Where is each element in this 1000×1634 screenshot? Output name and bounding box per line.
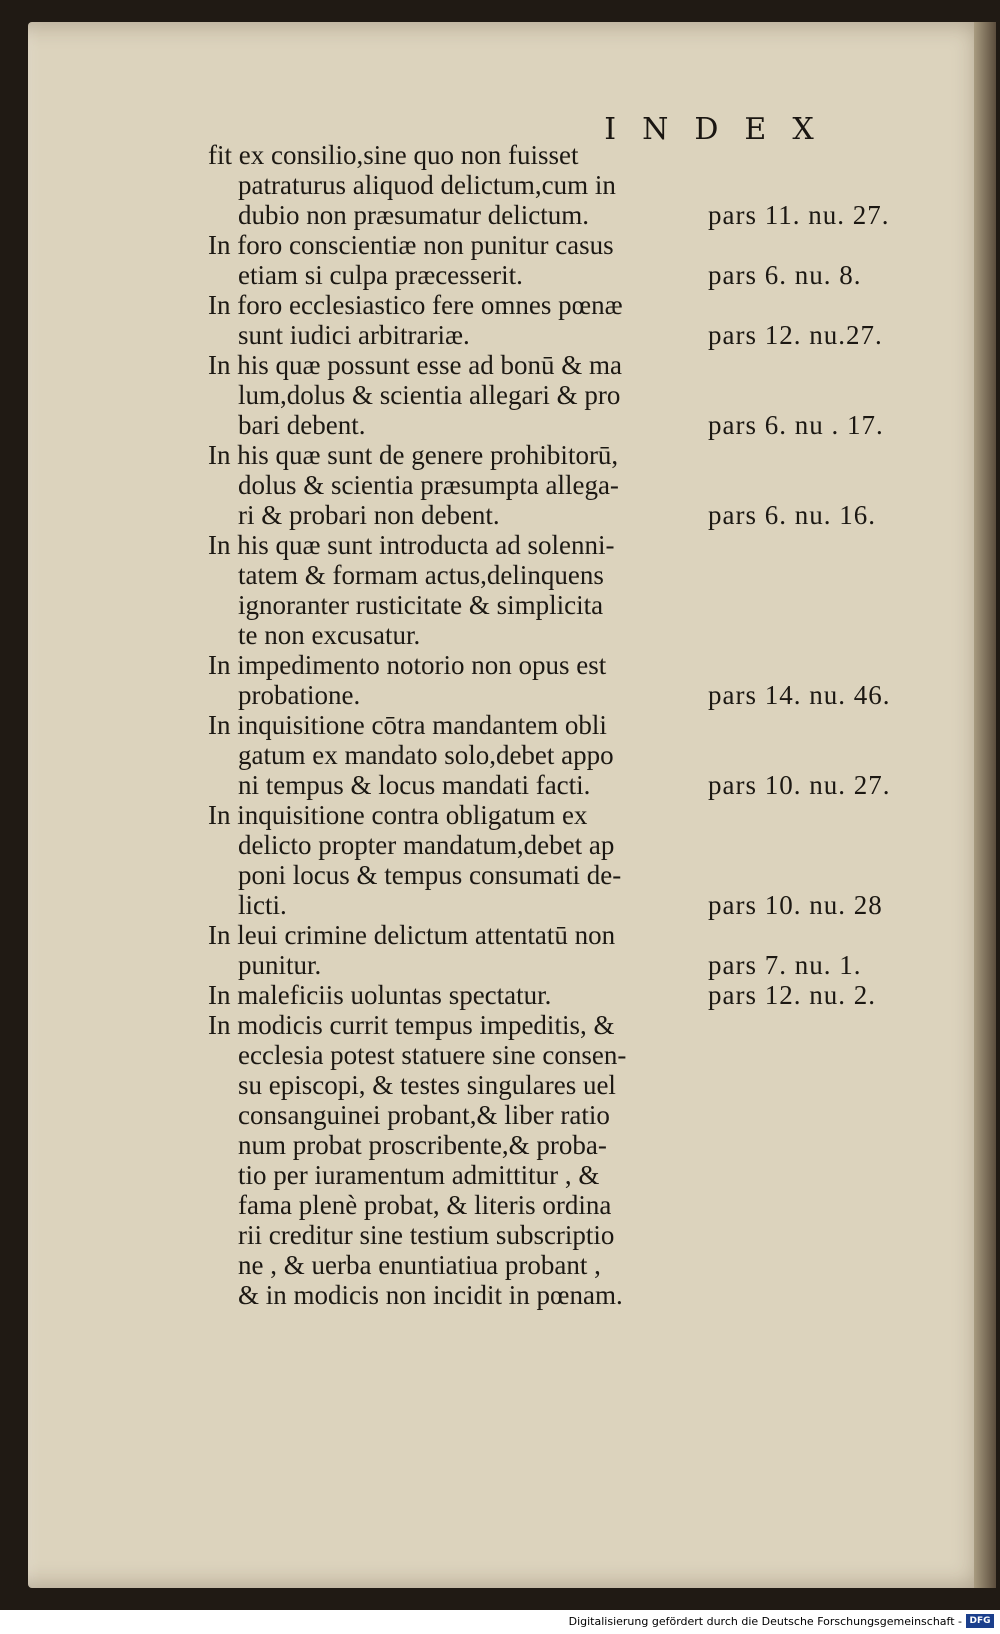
entry-text: In foro conscientiæ non punitur casus	[208, 230, 614, 260]
entry-line	[208, 320, 918, 350]
entry-reference: pars 14. nu. 46.	[708, 680, 891, 710]
entry-line	[208, 710, 918, 740]
entry-text: tatem & formam actus,delinquens	[238, 560, 604, 590]
entry-text: consanguinei probant,& liber ratio	[238, 1100, 610, 1130]
entry-line	[208, 1190, 918, 1220]
entry-line	[208, 200, 918, 230]
entry-text: delicto propter mandatum,debet ap	[238, 830, 615, 860]
entry-line	[208, 350, 918, 380]
index-entry	[208, 230, 918, 290]
entry-line	[208, 170, 918, 200]
entry-line	[208, 1100, 918, 1130]
entry-text: dolus & scientia præsumpta allega-	[238, 470, 619, 500]
entry-line	[208, 1040, 918, 1070]
entry-text: patraturus aliquod delictum,cum in	[238, 170, 616, 200]
entry-text: te non excusatur.	[238, 620, 421, 650]
entry-text: dubio non præsumatur delictum.	[238, 200, 589, 230]
entry-line	[208, 860, 918, 890]
entry-line	[208, 650, 918, 680]
footer-bar	[0, 1610, 1000, 1634]
entry-reference: pars 11. nu. 27.	[708, 200, 890, 230]
entry-text: ecclesia potest statuere sine consen-	[238, 1040, 627, 1070]
entry-line	[208, 1160, 918, 1190]
entry-text: In impedimento notorio non opus est	[208, 650, 607, 680]
entry-line	[208, 1280, 918, 1310]
entry-reference: pars 12. nu. 2.	[708, 980, 876, 1010]
entry-text: sunt iudici arbitrariæ.	[238, 320, 470, 350]
entry-text: & in modicis non incidit in pœnam.	[238, 1280, 623, 1310]
index-entry	[208, 440, 918, 530]
entry-text: fit ex consilio,sine quo non fuisset	[208, 140, 579, 170]
entry-text: lum,dolus & scientia allegari & pro	[238, 380, 621, 410]
entry-text: ne , & uerba enuntiatiua probant ,	[238, 1250, 601, 1280]
entry-text: punitur.	[238, 950, 322, 980]
entry-text: In inquisitione cōtra mandantem obli	[208, 710, 607, 740]
index-entry	[208, 530, 918, 650]
entry-text: fama plenè probat, & literis ordina	[238, 1190, 612, 1220]
entry-text: ri & probari non debent.	[238, 500, 500, 530]
header-title: INDEX	[604, 112, 840, 147]
book-page	[28, 22, 996, 1588]
entry-reference: pars 10. nu. 27.	[708, 770, 891, 800]
entry-text: gatum ex mandato solo,debet appo	[238, 740, 614, 770]
index-entry	[208, 980, 918, 1010]
index-entry	[208, 1010, 918, 1310]
entry-line	[208, 260, 918, 290]
entry-line	[208, 1250, 918, 1280]
page-edge	[974, 22, 996, 1588]
index-entries	[208, 140, 918, 1310]
entry-line	[208, 590, 918, 620]
entry-line	[208, 380, 918, 410]
index-entry	[208, 290, 918, 350]
entry-line	[208, 980, 918, 1010]
entry-line	[208, 500, 918, 530]
entry-text: rii creditur sine testium subscriptio	[238, 1220, 615, 1250]
entry-line	[208, 470, 918, 500]
entry-line	[208, 560, 918, 590]
entry-line	[208, 680, 918, 710]
dfg-logo: DFG	[966, 1614, 994, 1628]
entry-line	[208, 890, 918, 920]
entry-text: In foro ecclesiastico fere omnes pœnæ	[208, 290, 623, 320]
entry-line	[208, 1010, 918, 1040]
entry-line	[208, 920, 918, 950]
index-entry	[208, 350, 918, 440]
index-entry	[208, 140, 918, 230]
entry-line	[208, 410, 918, 440]
entry-text: In his quæ sunt de genere prohibitorū,	[208, 440, 619, 470]
entry-reference: pars 10. nu. 28	[708, 890, 883, 920]
entry-text: probatione.	[238, 680, 361, 710]
entry-reference: pars 7. nu. 1.	[708, 950, 862, 980]
entry-text: In his quæ possunt esse ad bonū & ma	[208, 350, 622, 380]
entry-text: In inquisitione contra obligatum ex	[208, 800, 588, 830]
entry-text: ni tempus & locus mandati facti.	[238, 770, 591, 800]
entry-reference: pars 12. nu.27.	[708, 320, 883, 350]
index-entry	[208, 650, 918, 710]
entry-line	[208, 290, 918, 320]
entry-line	[208, 230, 918, 260]
entry-line	[208, 770, 918, 800]
entry-text: ignoranter rusticitate & simplicita	[238, 590, 604, 620]
entry-reference: pars 6. nu. 8.	[708, 260, 862, 290]
entry-text: poni locus & tempus consumati de-	[238, 860, 622, 890]
entry-line	[208, 800, 918, 830]
index-entry	[208, 800, 918, 920]
entry-text: In maleficiis uoluntas spectatur.	[208, 980, 552, 1010]
entry-line	[208, 620, 918, 650]
entry-line	[208, 950, 918, 980]
entry-text: In his quæ sunt introducta ad solenni-	[208, 530, 615, 560]
entry-reference: pars 6. nu . 17.	[708, 410, 884, 440]
entry-reference: pars 6. nu. 16.	[708, 500, 876, 530]
entry-line	[208, 1130, 918, 1160]
entry-line	[208, 1220, 918, 1250]
entry-line	[208, 740, 918, 770]
entry-text: tio per iuramentum admittitur , &	[238, 1160, 600, 1190]
entry-text: In modicis currit tempus impeditis, &	[208, 1010, 615, 1040]
entry-text: num probat proscribente,& proba-	[238, 1130, 607, 1160]
footer-credit: Digitalisierung gefördert durch die Deutsche Forschungsgemeinschaft -	[568, 1615, 962, 1628]
entry-line	[208, 440, 918, 470]
index-entry	[208, 920, 918, 980]
entry-text: bari debent.	[238, 410, 366, 440]
index-entry	[208, 710, 918, 800]
entry-text: licti.	[238, 890, 287, 920]
entry-line	[208, 1070, 918, 1100]
entry-text: In leui crimine delictum attentatū non	[208, 920, 616, 950]
entry-line	[208, 140, 918, 170]
entry-text: etiam si culpa præcesserit.	[238, 260, 523, 290]
entry-line	[208, 530, 918, 560]
entry-line	[208, 830, 918, 860]
entry-text: su episcopi, & testes singulares uel	[238, 1070, 616, 1100]
